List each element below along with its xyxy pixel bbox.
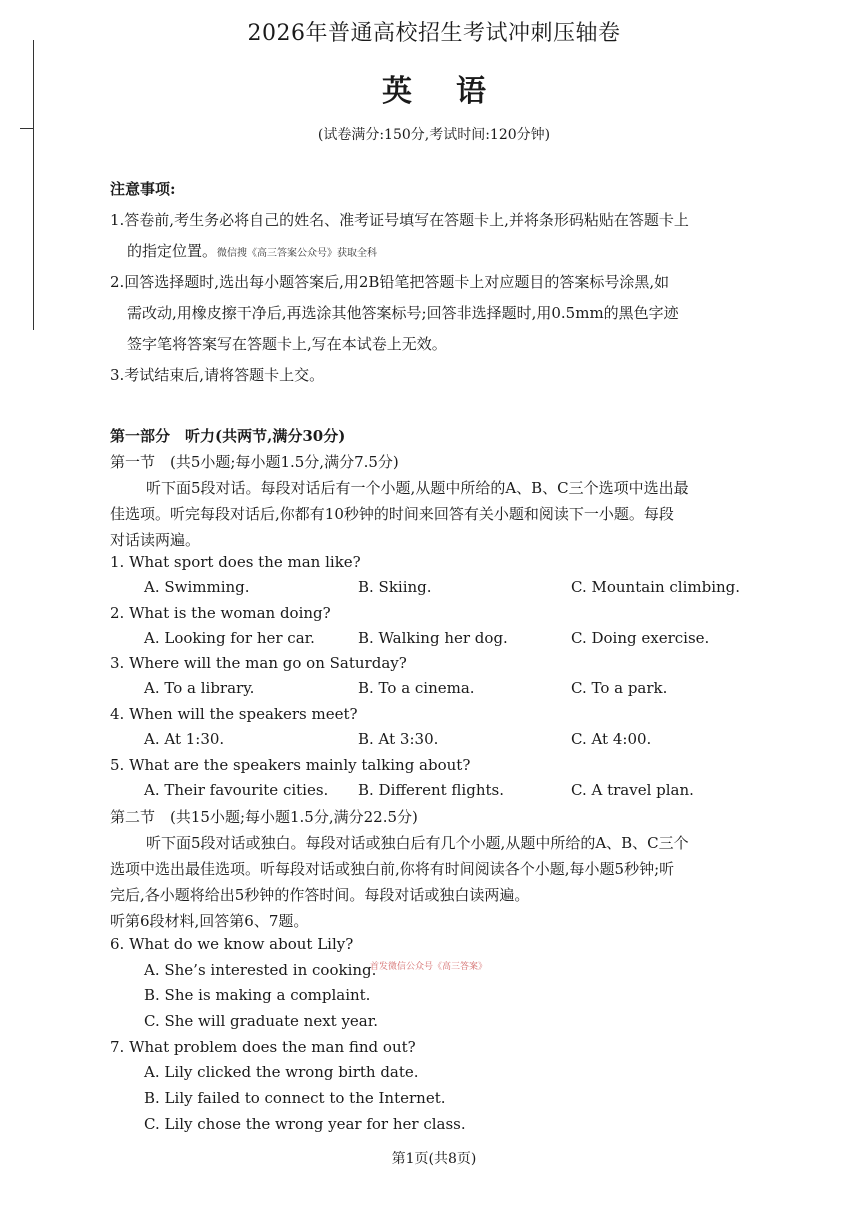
question-2-option-a: A. Looking for her car.: [144, 629, 315, 647]
question-5-option-c: C. A travel plan.: [571, 781, 694, 799]
question-6: 6. What do we know about Lily?: [110, 935, 354, 953]
question-6-option-a: A. She’s interested in cooking.: [144, 961, 377, 979]
question-7-option-c: C. Lily chose the wrong year for her class.: [144, 1115, 466, 1133]
question-5-option-a: A. Their favourite cities.: [144, 781, 329, 799]
question-1-option-b: B. Skiing.: [358, 578, 432, 596]
notice-item-3: 3.考试结束后,请将答题卡上交。: [110, 366, 325, 384]
question-7: 7. What problem does the man find out?: [110, 1038, 416, 1056]
question-6-option-b: B. She is making a complaint.: [144, 986, 371, 1004]
notice-item-2-line-2: 需改动,用橡皮擦干净后,再选涂其他答案标号;回答非选择题时,用0.5mm的黑色字迹: [127, 304, 679, 322]
watermark-text: 首发微信公众号《高三答案》: [370, 962, 488, 972]
question-5: 5. What are the speakers mainly talking about?: [110, 756, 471, 774]
section-1-heading: 第一节 (共5小题;每小题1.5分,满分7.5分): [110, 453, 399, 471]
question-5-option-b: B. Different flights.: [358, 781, 504, 799]
question-3-option-c: C. To a park.: [571, 679, 668, 697]
notice-item-2-line-1: 2.回答选择题时,选出每小题答案后,用2B铅笔把答题卡上对应题目的答案标号涂黑,如: [110, 273, 670, 291]
question-1: 1. What sport does the man like?: [110, 553, 361, 571]
subject-title: 英语: [382, 74, 530, 109]
question-3: 3. Where will the man go on Saturday?: [110, 654, 407, 672]
question-2: 2. What is the woman doing?: [110, 604, 331, 622]
question-3-option-a: A. To a library.: [144, 679, 255, 697]
notice-item-1-line-1: 1.答卷前,考生务必将自己的姓名、准考证号填写在答题卡上,并将条形码粘贴在答题卡上: [110, 211, 689, 229]
notice-heading: 注意事项:: [110, 180, 176, 198]
exam-subtitle: (试卷满分:150分,考试时间:120分钟): [317, 127, 551, 143]
section-1-instr-line-2: 佳选项。听完每段对话后,你都有10秒钟的时间来回答有关小题和阅读下一小题。每段: [110, 505, 674, 523]
question-7-option-b: B. Lily failed to connect to the Internet.: [144, 1089, 446, 1107]
section-1-instr-line-3: 对话读两遍。: [110, 531, 201, 549]
question-4: 4. When will the speakers meet?: [110, 705, 358, 723]
page-number: 第1页(共8页): [391, 1151, 477, 1167]
section-2-instr-line-2: 选项中选出最佳选项。听每段对话或独白前,你将有时间阅读各个小题,每小题5秒钟;听: [110, 860, 675, 878]
question-7-option-a: A. Lily clicked the wrong birth date.: [144, 1063, 419, 1081]
section-2-heading: 第二节 (共15小题;每小题1.5分,满分22.5分): [110, 808, 418, 826]
question-1-option-c: C. Mountain climbing.: [571, 578, 741, 596]
question-4-option-c: C. At 4:00.: [571, 730, 652, 748]
notice-watermark: 微信搜《高三答案公众号》获取全科: [217, 248, 378, 259]
material-6-heading: 听第6段材料,回答第6、7题。: [110, 912, 309, 930]
question-2-option-b: B. Walking her dog.: [358, 629, 508, 647]
exam-title: 2026年普通高校招生考试冲刺压轴卷: [247, 21, 621, 46]
question-4-option-a: A. At 1:30.: [144, 730, 225, 748]
question-3-option-b: B. To a cinema.: [358, 679, 475, 697]
section-2-instr-line-1: 听下面5段对话或独白。每段对话或独白后有几个小题,从题中所给的A、B、C三个: [146, 834, 689, 852]
question-4-option-b: B. At 3:30.: [358, 730, 439, 748]
section-1-instr-line-1: 听下面5段对话。每段对话后有一个小题,从题中所给的A、B、C三个选项中选出最: [146, 479, 689, 497]
question-6-option-c: C. She will graduate next year.: [144, 1012, 379, 1030]
notice-item-1-text: 的指定位置。: [127, 242, 218, 260]
part-1-heading: 第一部分 听力(共两节,满分30分): [110, 427, 346, 445]
question-1-option-a: A. Swimming.: [144, 578, 250, 596]
question-2-option-c: C. Doing exercise.: [571, 629, 710, 647]
notice-item-1-line-2: [127, 240, 377, 261]
section-2-instr-line-3: 完后,各小题将给出5秒钟的作答时间。每段对话或独白读两遍。: [110, 886, 530, 904]
notice-item-2-line-3: 签字笔将答案写在答题卡上,写在本试卷上无效。: [127, 335, 447, 353]
